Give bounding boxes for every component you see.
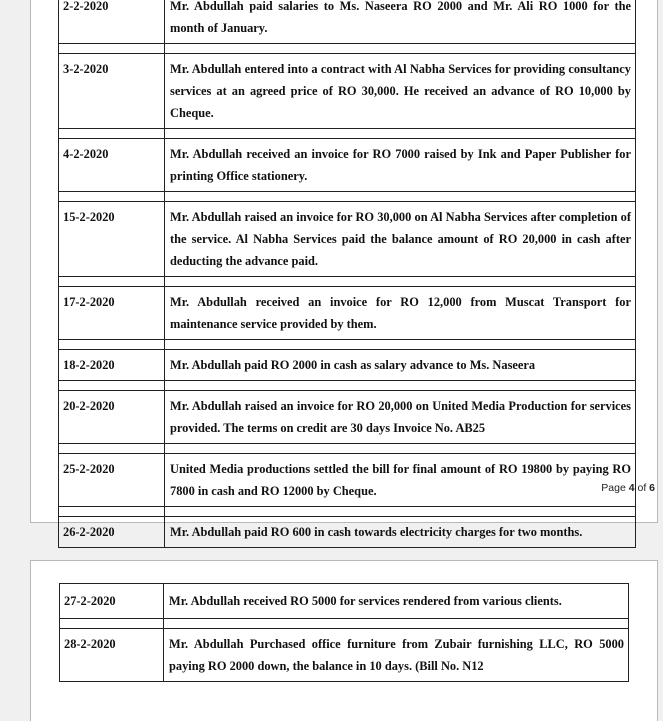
table-row [59, 54, 636, 129]
transaction-description: Mr. Abdullah received an invoice for RO 7000 raised by Ink and Paper Publisher for printing Office stationery. [165, 139, 636, 192]
transaction-date: 20-2-2020 [59, 391, 165, 444]
table-row [60, 629, 629, 682]
table-row [59, 202, 636, 277]
page-number-of: of [634, 482, 650, 494]
table-row [59, 391, 636, 444]
current-page: 4 [628, 482, 635, 494]
transaction-date: 15-2-2020 [59, 202, 165, 277]
transaction-date: 4-2-2020 [59, 139, 165, 192]
transaction-description: Mr. Abdullah received an invoice for RO 12,000 from Muscat Transport for maintenance service provided by them. [165, 287, 636, 340]
table-row [59, 139, 636, 192]
page-number-prefix: Page [601, 482, 629, 494]
transaction-description: Mr. Abdullah paid salaries to Ms. Naseera RO 2000 and Mr. Ali RO 1000 for the month of January. [165, 0, 636, 44]
transaction-description: Mr. Abdullah Purchased office furniture from Zubair furnishing LLC, RO 5000 paying RO 2000 down, the balance in 10 days. (Bill No. N12 [164, 629, 629, 682]
table-row [59, 287, 636, 340]
document-page-4 [30, 0, 658, 539]
transaction-date: 2-2-2020 [59, 0, 165, 44]
document-page-5 [30, 560, 658, 721]
transaction-date: 3-2-2020 [59, 54, 165, 129]
transaction-description: Mr. Abdullah raised an invoice for RO 20,000 on United Media Production for services provided. The terms on credit are 30 days Invoice No. AB25 [165, 391, 636, 444]
transactions-table [58, 0, 636, 548]
transaction-date: 25-2-2020 [59, 454, 165, 507]
table-row [59, 454, 636, 507]
table-row [59, 517, 636, 548]
transaction-date: 17-2-2020 [59, 287, 165, 340]
transaction-description: Mr. Abdullah paid RO 600 in cash towards electricity charges for two months. [165, 517, 636, 548]
table-row [60, 584, 629, 619]
transaction-description: Mr. Abdullah paid RO 2000 in cash as salary advance to Ms. Naseera [165, 350, 636, 381]
transaction-description: Mr. Abdullah entered into a contract with Al Nabha Services for providing consultancy services at an agreed price of RO 30,000. He received an advance of RO 10,000 by Cheque. [165, 54, 636, 129]
transaction-date: 26-2-2020 [59, 517, 165, 548]
total-pages: 6 [649, 482, 655, 494]
transaction-description: United Media productions settled the bill for final amount of RO 19800 by paying RO 7800 in cash and RO 12000 by Cheque. [165, 454, 636, 507]
transaction-description: Mr. Abdullah raised an invoice for RO 30,000 on Al Nabha Services after completion of the service. Al Nabha Services paid the balance amount of RO 20,000 in cash after deducting the advance paid. [165, 202, 636, 277]
transaction-date: 18-2-2020 [59, 350, 165, 381]
page-number [31, 482, 657, 494]
table-row [59, 350, 636, 381]
table-row [59, 0, 636, 44]
transactions-table [59, 583, 629, 682]
transaction-date: 27-2-2020 [60, 584, 164, 619]
transaction-description: Mr. Abdullah received RO 5000 for services rendered from various clients. [164, 584, 629, 619]
transaction-date: 28-2-2020 [60, 629, 164, 682]
